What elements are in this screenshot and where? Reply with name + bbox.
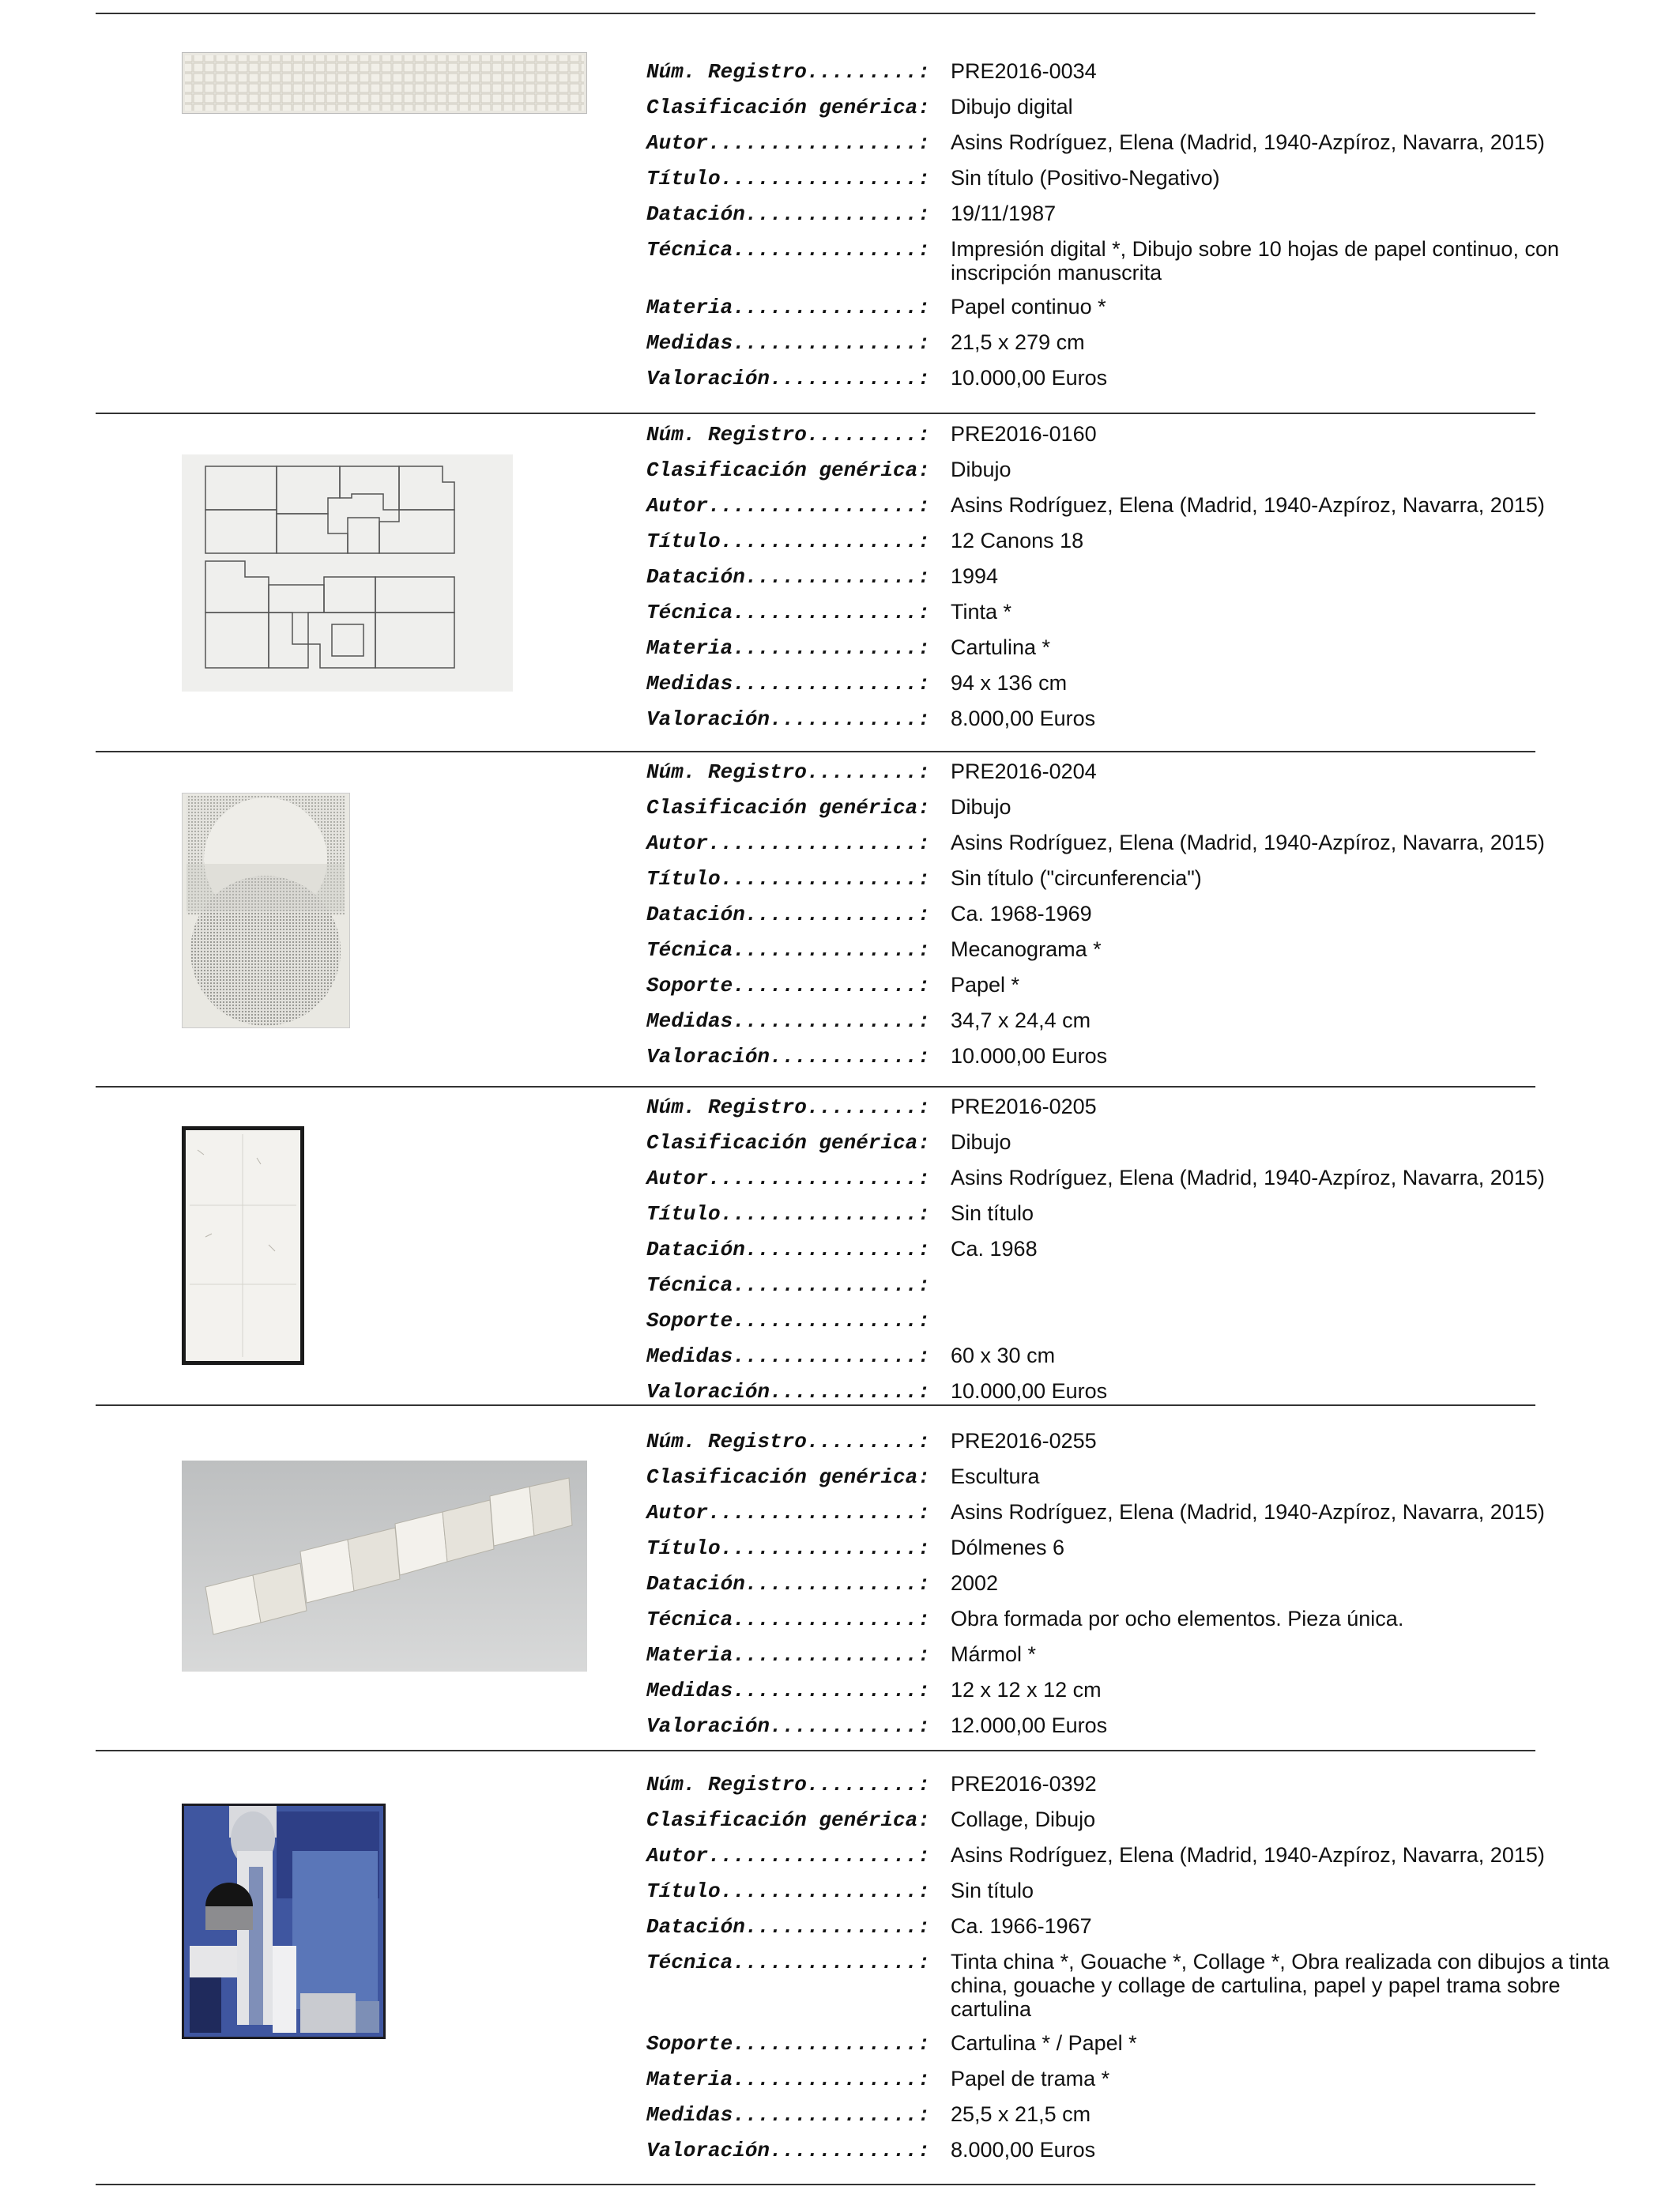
artwork-thumbnail[interactable] — [182, 454, 513, 692]
field-value: Dibujo — [951, 795, 1011, 819]
field-value: 12 Canons 18 — [951, 529, 1084, 552]
field-value: PRE2016-0255 — [951, 1429, 1097, 1453]
field-label: Datación..............: — [646, 1238, 930, 1261]
field-label: Valoración............: — [646, 1380, 930, 1404]
field-label: Técnica...............: — [646, 238, 930, 262]
divider — [96, 1750, 1535, 1751]
field-label: Datación..............: — [646, 565, 930, 589]
field-value: Tinta * — [951, 600, 1012, 624]
field-label: Valoración............: — [646, 1714, 930, 1738]
field-value: Collage, Dibujo — [951, 1808, 1096, 1831]
field-label: Técnica...............: — [646, 601, 930, 624]
field-label: Materia...............: — [646, 636, 930, 660]
field-label: Núm. Registro.........: — [646, 60, 930, 84]
field-label: Clasificación genérica: — [646, 458, 930, 482]
field-value: Dibujo — [951, 1130, 1011, 1154]
field-value: Asins Rodríguez, Elena (Madrid, 1940-Azpíroz, Navarra, 2015) — [951, 130, 1545, 154]
field-label: Soporte...............: — [646, 1309, 930, 1333]
field-label: Autor.................: — [646, 1167, 930, 1190]
field-label: Técnica...............: — [646, 1273, 930, 1297]
field-value: Asins Rodríguez, Elena (Madrid, 1940-Azpíroz, Navarra, 2015) — [951, 1843, 1545, 1867]
field-label: Núm. Registro.........: — [646, 423, 930, 447]
field-label: Clasificación genérica: — [646, 1808, 930, 1832]
field-label: Título................: — [646, 1202, 930, 1226]
field-value: 10.000,00 Euros — [951, 366, 1108, 390]
field-value: Papel de trama * — [951, 2067, 1110, 2090]
field-label: Autor.................: — [646, 1501, 930, 1525]
field-value: Ca. 1968-1969 — [951, 902, 1092, 925]
field-label: Técnica...............: — [646, 938, 930, 962]
field-value: Papel continuo * — [951, 295, 1106, 319]
field-value: Ca. 1966-1967 — [951, 1914, 1092, 1938]
field-value: 2002 — [951, 1571, 999, 1595]
field-label: Título................: — [646, 530, 930, 553]
field-value: Cartulina * — [951, 635, 1051, 659]
field-value: Mecanograma * — [951, 937, 1102, 961]
field-label: Medidas...............: — [646, 1344, 930, 1368]
divider — [96, 2184, 1535, 2185]
field-value: Sin título (Positivo-Negativo) — [951, 166, 1220, 190]
field-value: PRE2016-0204 — [951, 760, 1097, 783]
divider — [96, 751, 1535, 752]
artwork-thumbnail[interactable] — [182, 1461, 587, 1672]
field-label: Autor.................: — [646, 831, 930, 855]
field-value: PRE2016-0160 — [951, 422, 1097, 446]
field-label: Técnica...............: — [646, 1951, 930, 1974]
field-label: Materia...............: — [646, 1643, 930, 1667]
field-label: Autor.................: — [646, 494, 930, 518]
field-value: 8.000,00 Euros — [951, 2138, 1096, 2162]
field-label: Clasificación genérica: — [646, 1465, 930, 1489]
divider — [96, 413, 1535, 414]
field-label: Materia...............: — [646, 296, 930, 319]
field-label: Autor.................: — [646, 1844, 930, 1868]
field-label: Datación..............: — [646, 903, 930, 926]
artwork-thumbnail[interactable] — [182, 1126, 304, 1365]
field-label: Valoración............: — [646, 707, 930, 731]
field-value: 21,5 x 279 cm — [951, 330, 1085, 354]
field-value: 60 x 30 cm — [951, 1344, 1056, 1367]
field-label: Medidas...............: — [646, 1009, 930, 1033]
field-label: Materia...............: — [646, 2068, 930, 2091]
field-value: PRE2016-0392 — [951, 1772, 1097, 1796]
field-value: Ca. 1968 — [951, 1237, 1038, 1261]
field-value: Asins Rodríguez, Elena (Madrid, 1940-Azpíroz, Navarra, 2015) — [951, 493, 1545, 517]
field-value: 12 x 12 x 12 cm — [951, 1678, 1102, 1702]
field-label: Título................: — [646, 1536, 930, 1560]
field-value: 94 x 136 cm — [951, 671, 1068, 695]
field-label: Valoración............: — [646, 367, 930, 390]
field-value: Sin título — [951, 1879, 1034, 1902]
field-label: Núm. Registro.........: — [646, 1430, 930, 1453]
field-label: Medidas...............: — [646, 331, 930, 355]
field-value: Sin título ("circunferencia") — [951, 866, 1202, 890]
field-label: Clasificación genérica: — [646, 96, 930, 119]
field-label: Datación..............: — [646, 1572, 930, 1596]
field-label: Título................: — [646, 1879, 930, 1903]
field-value: 10.000,00 Euros — [951, 1379, 1108, 1403]
field-value: 19/11/1987 — [951, 202, 1057, 225]
field-value: Escultura — [951, 1465, 1040, 1488]
field-label: Datación..............: — [646, 202, 930, 226]
field-label: Medidas...............: — [646, 672, 930, 696]
field-label: Clasificación genérica: — [646, 796, 930, 820]
field-label: Medidas...............: — [646, 2103, 930, 2127]
field-value: Asins Rodríguez, Elena (Madrid, 1940-Azpíroz, Navarra, 2015) — [951, 1166, 1545, 1189]
field-value: PRE2016-0034 — [951, 59, 1097, 83]
artwork-thumbnail[interactable] — [182, 1804, 386, 2039]
field-value: PRE2016-0205 — [951, 1095, 1097, 1118]
field-label: Título................: — [646, 867, 930, 891]
field-value: Impresión digital *, Dibujo sobre 10 hojas de papel continuo, con inscripción manuscrita — [951, 237, 1559, 285]
artwork-thumbnail[interactable] — [182, 793, 350, 1028]
field-label: Autor.................: — [646, 131, 930, 155]
field-label: Valoración............: — [646, 2139, 930, 2162]
field-label: Valoración............: — [646, 1045, 930, 1069]
field-value: Mármol * — [951, 1642, 1037, 1666]
divider — [96, 1086, 1535, 1088]
field-value: 1994 — [951, 564, 999, 588]
field-value: Dibujo digital — [951, 95, 1073, 119]
field-label: Núm. Registro.........: — [646, 760, 930, 784]
field-label: Clasificación genérica: — [646, 1131, 930, 1155]
field-value: Asins Rodríguez, Elena (Madrid, 1940-Azpíroz, Navarra, 2015) — [951, 1500, 1545, 1524]
artwork-thumbnail[interactable] — [182, 52, 587, 114]
field-label: Núm. Registro.........: — [646, 1095, 930, 1119]
field-value: 10.000,00 Euros — [951, 1044, 1108, 1068]
field-value: 25,5 x 21,5 cm — [951, 2102, 1091, 2126]
field-value: Sin título — [951, 1201, 1034, 1225]
field-label: Soporte...............: — [646, 974, 930, 997]
field-value: 12.000,00 Euros — [951, 1713, 1108, 1737]
field-value: Asins Rodríguez, Elena (Madrid, 1940-Azpíroz, Navarra, 2015) — [951, 831, 1545, 854]
field-value: Tinta china *, Gouache *, Collage *, Obra realizada con dibujos a tinta china, gouache y collage de cartulina, papel y papel trama sobre cartulina — [951, 1950, 1610, 2021]
field-value: 34,7 x 24,4 cm — [951, 1008, 1091, 1032]
field-value: Dólmenes 6 — [951, 1536, 1065, 1559]
field-value: Papel * — [951, 973, 1020, 997]
field-label: Técnica...............: — [646, 1608, 930, 1631]
field-value: Cartulina * / Papel * — [951, 2031, 1137, 2055]
field-label: Título................: — [646, 167, 930, 190]
divider — [96, 13, 1535, 14]
field-label: Datación..............: — [646, 1915, 930, 1939]
field-value: Dibujo — [951, 458, 1011, 481]
field-label: Núm. Registro.........: — [646, 1773, 930, 1796]
field-label: Medidas...............: — [646, 1679, 930, 1702]
field-value: 8.000,00 Euros — [951, 707, 1096, 730]
field-value: Obra formada por ocho elementos. Pieza única. — [951, 1607, 1404, 1630]
field-label: Soporte...............: — [646, 2032, 930, 2056]
